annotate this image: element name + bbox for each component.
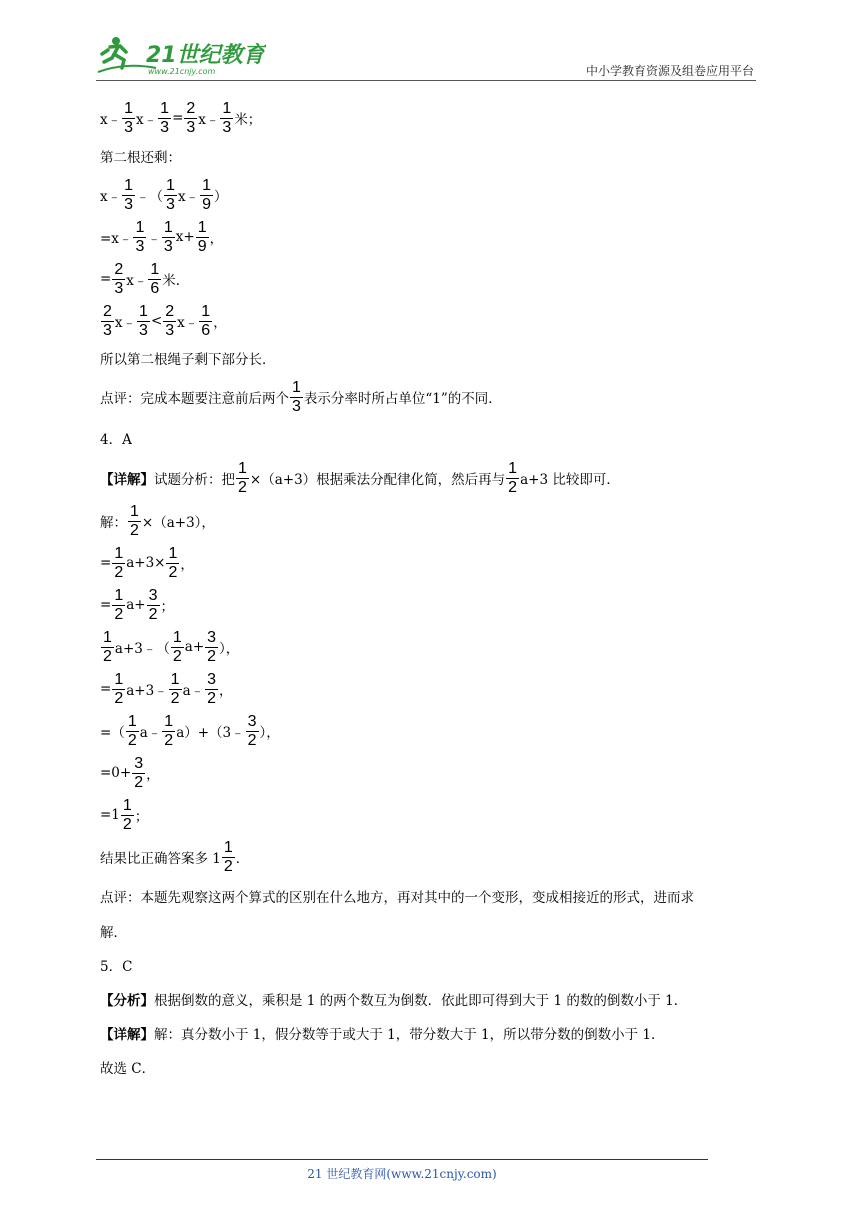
text: x﹣ (177, 315, 199, 331)
line-17 (100, 752, 770, 794)
line-7 (100, 342, 770, 374)
fraction-two-thirds: $\frac{2}{3}$ (114, 260, 124, 297)
fraction-one-half: $\frac{1}{2}$ (223, 838, 233, 875)
fraction-two-thirds: $\frac{2}{3}$ (103, 302, 112, 339)
page-header (96, 32, 756, 80)
fraction-one-half: $\frac{1}{2}$ (103, 628, 112, 665)
text: x﹣ (100, 112, 122, 128)
text: ； (160, 599, 174, 615)
fraction-one-half: $\frac{1}{2}$ (130, 502, 139, 539)
fraction-one-sixth: $\frac{1}{6}$ (201, 302, 211, 339)
text: ×（a+3）根据乘法分配律化简，然后再与 (249, 472, 506, 488)
fraction-one-half: $\frac{1}{2}$ (127, 712, 137, 749)
text: ）， (219, 641, 240, 657)
fraction-two-thirds: $\frac{2}{3}$ (165, 302, 175, 339)
text: 表示分率时所占单位“1”的不同． (303, 391, 502, 407)
question-number: 4．A (100, 432, 132, 448)
text: a）+（3﹣ (176, 725, 245, 741)
footer-link[interactable]: 21 世纪教育网(www.21cnjy.com) (307, 1167, 497, 1181)
fraction-one-third: $\frac{1}{3}$ (139, 302, 148, 339)
text: a+ (184, 639, 205, 655)
fraction-one-half: $\frac{1}{2}$ (114, 544, 124, 581)
text: 点评：完成本题要注意前后两个 (100, 391, 289, 407)
line-24 (100, 1016, 770, 1050)
fraction-one-third: $\frac{1}{3}$ (124, 99, 134, 136)
line-25 (100, 1050, 770, 1084)
detail-tag: 【详解】 (100, 1027, 154, 1043)
analysis-tag: 【分析】 (100, 993, 154, 1009)
line-20 (100, 878, 770, 914)
text: = (100, 271, 112, 287)
line-1 (100, 98, 770, 138)
text: x+ (175, 229, 195, 245)
text: ， (180, 557, 194, 573)
text: ， (146, 767, 160, 783)
text: 解． (100, 925, 127, 941)
text: 故选 C． (100, 1061, 156, 1077)
fraction-one-half: $\frac{1}{2}$ (114, 670, 124, 707)
text: a+3﹣（ (114, 641, 170, 657)
text: 米． (162, 273, 190, 289)
logo-url-text: www.21cnjy.com (148, 67, 216, 76)
text: x﹣ (114, 315, 137, 331)
detail-tag: 【详解】 (100, 472, 154, 488)
text: x﹣ (100, 189, 122, 205)
fraction-one-ninth: $\frac{1}{9}$ (202, 176, 211, 213)
line-12 (100, 542, 770, 584)
text: ， (213, 315, 227, 331)
text: a+3 比较即可． (520, 472, 620, 488)
text: ） (213, 189, 228, 205)
text: ； (134, 809, 149, 825)
fraction-one-third: $\frac{1}{3}$ (135, 218, 145, 255)
line-2 (100, 138, 770, 174)
fraction-one-half: $\frac{1}{2}$ (164, 712, 174, 749)
text: ， (209, 231, 224, 247)
fraction-one-half: $\frac{1}{2}$ (172, 628, 182, 665)
line-11 (100, 500, 770, 542)
text: ×（a+3）， (141, 515, 215, 531)
header-rule (96, 80, 756, 81)
logo (96, 32, 266, 80)
line-19 (100, 836, 770, 878)
fraction-one-sixth: $\frac{1}{6}$ (150, 260, 160, 297)
line-4 (100, 216, 770, 258)
text: 试题分析：把 (154, 472, 235, 488)
line-13 (100, 584, 770, 626)
fraction-one-half: $\frac{1}{2}$ (168, 544, 178, 581)
text: < (150, 313, 163, 329)
text: ， (219, 683, 233, 699)
fraction-two-thirds: $\frac{2}{3}$ (186, 99, 196, 136)
text: ﹣（ (136, 189, 164, 205)
text: x﹣ (126, 273, 148, 289)
fraction-one-third: $\frac{1}{3}$ (163, 218, 173, 255)
line-22 (100, 948, 770, 982)
text: a+3﹣ (126, 683, 168, 699)
text: a﹣ (139, 725, 162, 741)
line-16 (100, 710, 770, 752)
fraction-one-half: $\frac{1}{2}$ (508, 459, 518, 496)
text: 点评：本题先观察这两个算式的区别在什么地方，再对其中的一个变形，变成相接近的形式，进而求 (100, 890, 694, 906)
text: = (100, 555, 112, 571)
line-18 (100, 794, 770, 836)
text: =1 (100, 807, 120, 823)
text: = (100, 597, 112, 613)
text: 所以第二根绳子剩下部分长． (100, 352, 276, 368)
fraction-one-half: $\frac{1}{2}$ (114, 586, 124, 623)
line-23 (100, 982, 770, 1016)
fraction-one-half: $\frac{1}{2}$ (170, 670, 180, 707)
text: =x﹣ (100, 231, 133, 247)
text: ）， (259, 725, 280, 741)
text: 解：真分数小于 1，假分数等于或大于 1，带分数大于 1，所以带分数的倒数小于 1． (154, 1027, 665, 1043)
line-15 (100, 668, 770, 710)
line-14 (100, 626, 770, 668)
fraction-one-third: $\frac{1}{3}$ (124, 176, 134, 213)
text: a﹣ (182, 683, 205, 699)
line-5 (100, 258, 770, 300)
fraction-one-half: $\frac{1}{2}$ (238, 459, 247, 496)
text: =0+ (100, 765, 132, 781)
text: = (172, 110, 184, 126)
text: 结果比正确答案多 1 (100, 851, 221, 867)
fraction-three-halves: $\frac{3}{2}$ (247, 712, 257, 749)
text: x﹣ (198, 112, 220, 128)
text: 解： (100, 515, 127, 531)
text: 根据倒数的意义，乘积是 1 的两个数互为倒数．依此即可得到大于 1 的数的倒数小于 1． (154, 993, 688, 1009)
answer-content (100, 98, 770, 1084)
text: = (100, 681, 112, 697)
line-8 (100, 374, 770, 420)
fraction-three-halves: $\frac{3}{2}$ (207, 670, 217, 707)
text: =（ (100, 725, 125, 741)
fraction-one-ninth: $\frac{1}{9}$ (197, 218, 207, 255)
line-6 (100, 300, 770, 342)
fraction-one-third: $\frac{1}{3}$ (292, 378, 301, 415)
logo-text: 21世纪教育 (146, 43, 265, 68)
line-9 (100, 420, 770, 456)
line-21 (100, 914, 770, 948)
text: 第二根还剩： (100, 150, 181, 166)
question-number: 5．C (100, 959, 133, 975)
fraction-three-halves: $\frac{3}{2}$ (134, 754, 144, 791)
fraction-three-halves: $\frac{3}{2}$ (207, 628, 217, 665)
fraction-three-halves: $\frac{3}{2}$ (148, 586, 158, 623)
fraction-one-half: $\frac{1}{2}$ (122, 796, 132, 833)
text: a+ (126, 597, 146, 613)
line-3 (100, 174, 770, 216)
header-platform-text: 中小学教育资源及组卷应用平台 (585, 64, 754, 78)
fraction-one-third: $\frac{1}{3}$ (222, 99, 232, 136)
text: a+3× (126, 555, 166, 571)
text: ． (235, 851, 250, 867)
fraction-one-third: $\frac{1}{3}$ (166, 176, 175, 213)
fraction-one-third: $\frac{1}{3}$ (160, 99, 170, 136)
line-10 (100, 456, 770, 500)
footer-rule (96, 1159, 708, 1160)
text: 米； (234, 112, 262, 128)
text: ﹣ (147, 231, 161, 247)
text: x﹣ (177, 189, 200, 205)
text: x﹣ (136, 112, 158, 128)
